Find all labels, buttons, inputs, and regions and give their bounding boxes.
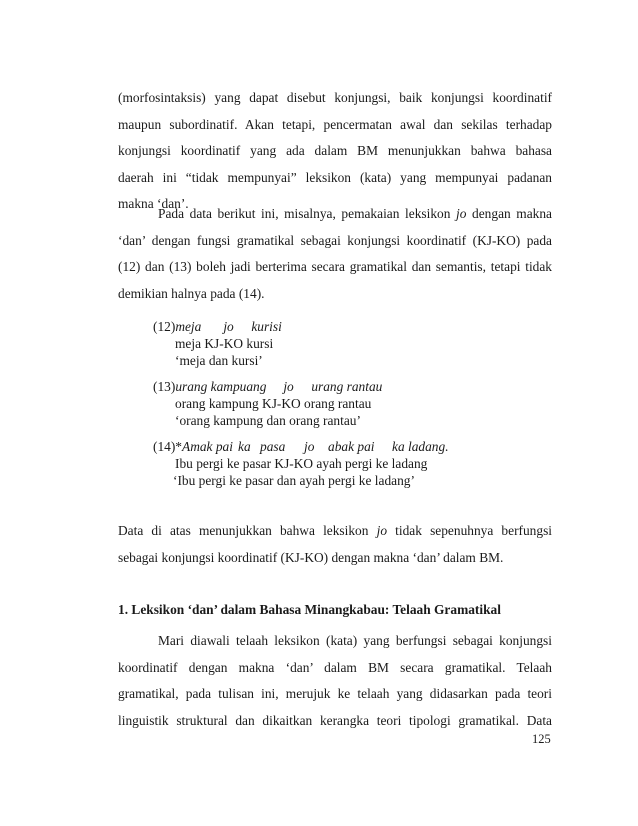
paragraph-1 [118, 85, 552, 218]
example-number: (13) [153, 379, 176, 394]
example-word: meja [175, 319, 202, 334]
example-gloss: Ibu pergi ke pasar KJ-KO ayah pergi ke ladang [175, 456, 428, 471]
paragraph-4 [118, 628, 552, 734]
text-line [118, 201, 552, 228]
text-line: demikian halnya pada (14). [118, 285, 265, 301]
text-line: makna ‘dan’. [118, 196, 189, 211]
example-translation: ‘meja dan kursi’ [175, 353, 263, 368]
example-number: (12) [153, 319, 176, 334]
example-translation: ‘orang kampung dan orang rantau’ [175, 413, 361, 428]
example-word: urang kampuang [175, 379, 267, 394]
italic-term: jo [376, 523, 388, 538]
example-14 [153, 438, 449, 489]
text-segment: dengan makna [466, 206, 552, 221]
example-source-line [153, 438, 449, 455]
text-line: konjungsi koordinatif yang ada dalam BM menunjukkan bahwa bahasa [118, 143, 552, 158]
text-segment: tidak sepenuhnya berfungsi [387, 523, 553, 538]
italic-term: jo [456, 206, 467, 221]
text-line: linguistik struktural dan dikaitkan kerangka teori tipologi gramatikal. Data [118, 712, 552, 728]
example-word: jo [223, 319, 234, 334]
example-word: abak pai [328, 439, 375, 454]
text-line: Mari diawali telaah leksikon (kata) yang berfungsi sebagai konjungsi [158, 633, 552, 648]
section-heading: 1. Leksikon ‘dan’ dalam Bahasa Minangkabau: Telaah Gramatikal [118, 602, 501, 617]
text-line: (12) dan (13) boleh jadi berterima secara gramatikal dan semantis, tetapi tidak [118, 259, 552, 274]
text-line [118, 518, 552, 545]
example-word: pasa [260, 439, 286, 454]
example-word: ka ladang. [392, 439, 449, 454]
example-gloss: orang kampung KJ-KO orang rantau [175, 396, 372, 411]
text-segment: Data di atas menunjukkan bahwa leksikon [118, 523, 377, 538]
example-source-line [153, 318, 282, 335]
text-line: daerah ini “tidak mempunyai” leksikon (kata) yang mempunyai padanan [118, 169, 552, 185]
example-word: ka [238, 439, 251, 454]
text-line: sebagai konjungsi koordinatif (KJ-KO) dengan makna ‘dan’ dalam BM. [118, 549, 504, 565]
example-source-line [153, 378, 382, 395]
example-word: urang rantau [311, 379, 383, 394]
page-number: 125 [532, 732, 551, 746]
text-line: maupun subordinatif. Akan tetapi, pencermatan awal dan sekilas terhadap [118, 116, 552, 132]
example-word: jo [283, 379, 294, 394]
text-line: gramatikal, pada tulisan ini, merujuk ke telaah yang didasarkan pada teori [118, 686, 552, 701]
paragraph-3 [118, 518, 552, 571]
example-number: (14)* [153, 439, 183, 454]
text-line: koordinatif dengan makna ‘dan’ dalam BM secara gramatikal. Telaah [118, 659, 552, 675]
paragraph-2 [118, 201, 552, 307]
example-gloss: meja KJ-KO kursi [175, 336, 274, 351]
example-word: jo [304, 439, 315, 454]
example-word: Amak pai [182, 439, 233, 454]
text-segment: Pada data berikut ini, misalnya, pemakaian leksikon [158, 206, 457, 221]
example-word: kurisi [251, 319, 282, 334]
example-12 [153, 318, 282, 369]
example-translation: ‘Ibu pergi ke pasar dan ayah pergi ke ladang’ [173, 473, 415, 488]
text-line: (morfosintaksis) yang dapat disebut konjungsi, baik konjungsi koordinatif [118, 90, 552, 105]
example-13 [153, 378, 382, 429]
text-line: ‘dan’ dengan fungsi gramatikal sebagai konjungsi koordinatif (KJ-KO) pada [118, 232, 552, 248]
